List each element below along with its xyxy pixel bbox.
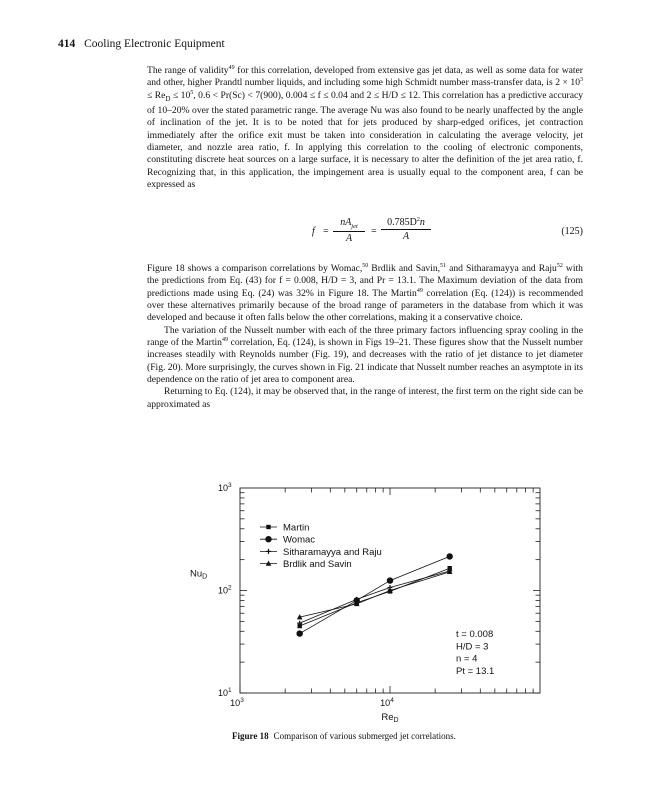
caption-label: Figure 18 [232, 731, 269, 741]
paragraph-3: The variation of the Nusselt number with each of the three primary factors influencing spray cooling in the range of the Martin$^{49}$ correlation, Eq. (124), is shown in Figs 19–21. These figures show that the Nusselt number increases steadily with Reynolds number (Fig. 19), and decreases with the ratio of jet distance to jet diameter (Fig. 20). More surprisingly, the curves shown in Fig. 21 indicate that Nusselt number reaches an asymptote in its dependence on the ratio of jet area to component area. [147, 324, 583, 386]
figure-caption [232, 731, 456, 741]
chart-annotation-2: n = 4 [456, 653, 478, 665]
y-axis-label: $Nu_D$ [190, 568, 208, 581]
x-tick-label: $10^4$ [380, 697, 394, 708]
fraction-2: $\frac{0.785D^2n}{A}$ [381, 217, 431, 242]
y-tick-label: $10^3$ [218, 482, 232, 493]
series-1-point [296, 630, 302, 636]
x-tick-label: $10^3$ [230, 697, 244, 708]
chart-annotation-1: H/D = 3 [456, 641, 489, 653]
fraction-1: $nA_{jet}$ A [333, 217, 365, 244]
paragraph-1: The range of validity$^{49}$ for this correlation, developed from extensive gas jet data, as well as some data for water and other, higher Prandtl number liquids, and including some high Schmidt number mass-transfer data, is $2 \times 10^3 \le Re_D \le 10^5$, 0.6 < Pr(Sc) < 7(900), 0.004 ≤ f ≤ 0.04 and 2 ≤ H/D ≤ 12. This correlation has a predictive accuracy of 10–20% over the stated parametric range. The average Nu was also found to be nearly unaffected by the angle of inclination of the jet. It is to be noted that for jets produced by sharp-edged orifices, jet contraction immediately after the orifice exit must be taken into consideration in calculating the average velocity, jet diameter, and nozzle area ratio, f. In applying this correlation to the cooling of electronic components, constituting discrete heat sources on a large surface, it is necessary to alter the definition of the jet area ratio, f. Recognizing that, in this application, the impingement area is usually equal to the component area, f can be expressed as [147, 65, 584, 190]
page-number: 414 [58, 38, 76, 50]
paragraph-4: Returning to Eq. (124), it may be observed that, in the range of interest, the first term on the right side can be approximated as [147, 386, 583, 410]
equation-lhs: f [312, 226, 315, 237]
legend-label-0: Martin [283, 522, 310, 534]
y-tick-label: $10^1$ [218, 687, 232, 698]
legend-marker-0 [266, 525, 270, 529]
series-line-3 [300, 572, 450, 617]
chart-annotation-3: Pt = 13.1 [456, 665, 495, 677]
equation-number: (125) [561, 226, 583, 237]
equals-sign-2: = [371, 226, 377, 237]
y-tick-label: $10^2$ [218, 584, 232, 596]
chart-annotation-0: t = 0.008 [456, 629, 494, 640]
legend-marker-1 [265, 536, 271, 542]
series-1-point [387, 577, 393, 583]
legend-label-2: Sitharamayya and Raju [283, 546, 382, 558]
running-title: Cooling Electronic Equipment [84, 38, 225, 50]
legend-label-1: Womac [283, 534, 316, 546]
equals-sign: = [323, 226, 329, 237]
x-axis-label: $Re_D$ [381, 712, 399, 724]
caption-text: Comparison of various submerged jet correlations. [273, 731, 456, 741]
paragraph-2: Figure 18 shows a comparison correlations by Womac,$^{50}$ Brdlik and Savin,$^{51}$ and Sitharamayya and Raju$^{52}$ with the predictions from Eq. (43) for f = 0.008, H/D = 3, and Pr = 13.1. The Maximum deviation of the data from predictions made using Eq. (24) was 32% in Figure 18. The Martin$^{49}$ correlation (Eq. (124)) is recommended over these alternatives primarily because of the broad range of parameters in the database from which it was developed and because it often falls below the other correlations, making it a conservative choice. [147, 263, 583, 324]
legend-label-3: Brdlik and Savin [283, 559, 352, 571]
series-1-point [446, 553, 452, 559]
